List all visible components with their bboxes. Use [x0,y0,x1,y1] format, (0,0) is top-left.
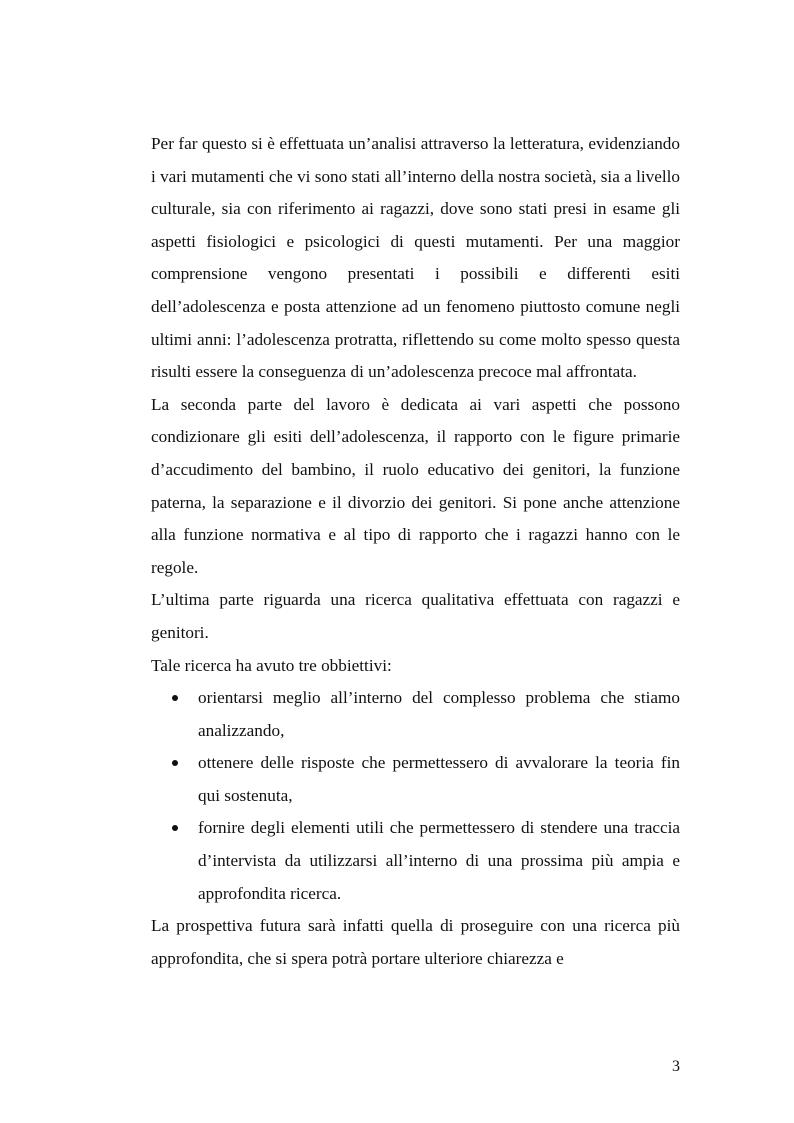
list-item [151,747,680,812]
list-item [151,812,680,910]
paragraph-future-perspective: La prospettiva futura sarà infatti quella di proseguire con una ricerca più approfondita, che si spera potrà portare ulteriore chiarezza e [151,916,680,968]
paragraph-second-part: La seconda parte del lavoro è dedicata ai vari aspetti che possono condizionare gli esiti dell’adolescenza, il rapporto con le figure primarie d’accudimento del bambino, il ruolo educativo dei genitori, la funzione paterna, la separazione e il divorzio dei genitori. Si pone anche attenzione alla funzione normativa e al tipo di rapporto che i ragazzi hanno con le regole. [151,394,680,577]
paragraph-last-part: L’ultima parte riguarda una ricerca qualitativa effettuata con ragazzi e genitori. [151,590,680,642]
body-text [151,128,680,975]
list-item-text: orientarsi meglio all’interno del complesso problema che stiamo analizzando, [198,688,680,740]
bullet-icon [172,760,178,766]
page-number: 3 [672,1058,680,1075]
paragraph-objectives-intro: Tale ricerca ha avuto tre obbiettivi: [151,655,392,675]
bullet-icon [172,825,178,831]
list-item-text: ottenere delle risposte che permettessero di avvalorare la teoria fin qui sostenuta, [198,753,680,805]
list-item [151,682,680,747]
bullet-icon [172,695,178,701]
objectives-list [151,682,680,910]
list-item-text: fornire degli elementi utili che permettessero di stendere una traccia d’intervista da utilizzarsi all’interno di una prossima più ampia e approfondita ricerca. [198,818,680,903]
paragraph-analysis: Per far questo si è effettuata un’analisi attraverso la letteratura, evidenziando i vari mutamenti che vi sono stati all’interno della nostra società, sia a livello culturale, sia con riferimento ai ragazzi, dove sono stati presi in esame gli aspetti fisiologici e psicologici di questi mutamenti. Per una maggior comprensione vengono presentati i possibili e differenti esiti dell’adolescenza e posta attenzione ad un fenomeno piuttosto comune negli ultimi anni: l’adolescenza protratta, riflettendo su come molto spesso questa risulti essere la conseguenza di un’adolescenza precoce mal affrontata. [151,134,680,382]
